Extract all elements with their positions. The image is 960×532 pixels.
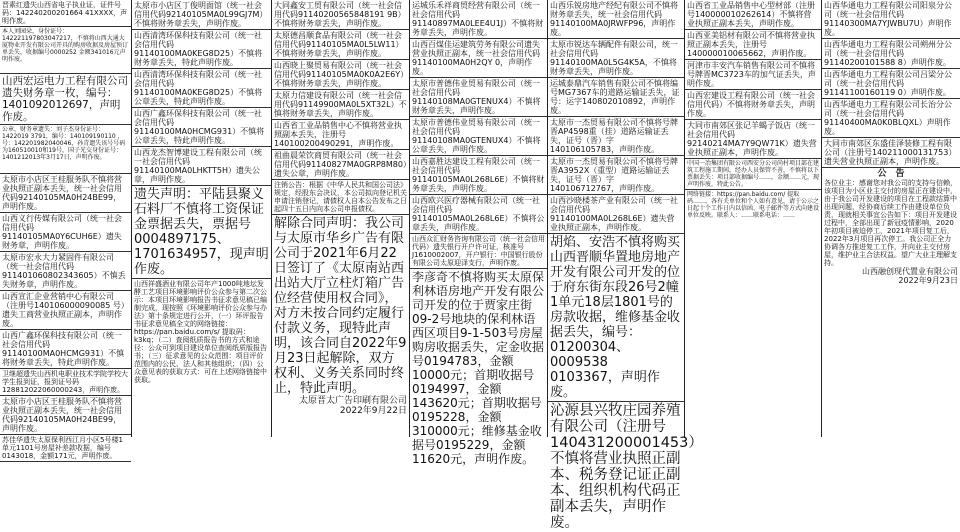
notice-text: 运城乐禾祥商贸经营有限公司（统一社会信用代码91140897MA0LEE4U1J）不慎将财务章丢失，声明作废。: [412, 1, 544, 37]
notice-text: 山西亚美铝材有限公司不慎将营业执照正副本丢失，注册号140000010065662，声明作废。: [687, 31, 815, 58]
notice-item: [0, 252, 131, 291]
notice-text: 苏佳华遗失太原保利西江月小区5号楼1单元1101号房屋补差款收据，编号0143018，金额171元，声明作废。: [2, 436, 123, 460]
notice-item: [0, 435, 131, 462]
notice-item: [132, 108, 271, 147]
notice-item: [685, 120, 821, 159]
notice-title: 公 告: [877, 169, 905, 179]
notice-item: [272, 120, 409, 150]
ads-column-7: [822, 0, 960, 437]
notice-item: [0, 174, 131, 213]
notice-item: [0, 330, 131, 369]
notice-item: [685, 90, 821, 120]
notice-item: [0, 0, 131, 27]
notice-item: [410, 269, 547, 467]
notice-item: [132, 186, 271, 279]
notice-text: 运城泰鼎汽车销售有限公司不慎将编号MG7367车的道路运输证丢失，证号：运字140802010892，声明作废。: [550, 79, 680, 115]
notice-text: 山西广鑫环保科技有限公司（统一社会信用代码91140100MA0HCMG931）不慎将财务章丢失，特此声明作废。: [2, 331, 125, 367]
notice-date: 2022年9月22日: [339, 406, 407, 416]
notice-text: 太原市锐达车辆配件有限公司，统一社会信用代码91140100MA0L5G4K5A，不慎将财务章丢失，声明作废。: [550, 40, 678, 76]
notice-item: [822, 99, 960, 138]
notice-text: 注销公告：根据《中华人民共和国公司法》规定，经股东会决议，本公司拟向登记机关申请注销登记，请债权人自本公告发布之日起四十五日内向本公司申报债权。: [274, 181, 407, 213]
notice-item: [548, 195, 684, 234]
notice-item: [548, 234, 684, 402]
notice-text: 山西省工业品销售中心型材部（注册号140000010262614）不慎将营业执照正副本丢失，声明作废。: [687, 1, 815, 28]
notice-text: 太原市普德伟业贸易有限公司（统一社会信用代码91140108MA0GTENUX4）不慎将公章丢失，声明作废。: [412, 118, 541, 154]
notice-text: 山西省工业品销售中心不慎将营业执照副本丢失，注册号140100200490291，声明作废。: [274, 121, 402, 148]
notice-text: 山西沙晓楼茶产业有限公司（统一社会信用代码91140100MA0L268L6E）遗失营业执照正副本，声明作废。: [550, 196, 678, 232]
notice-text: 山西宏建设工程有限公司（统一社会信用代码）不慎将财务章丢失，声明作废。: [687, 91, 815, 118]
ads-column-2: [132, 0, 272, 437]
notice-item: [822, 138, 960, 168]
notice-item: [822, 39, 960, 69]
notice-text: 山西祥盛酒业有限公司年产1000吨地坛发酵工艺项目环境影响评价公众参与第二次公示：本项目环境影响报告书征求意见稿已编制完成，现按照《环境影响评价公众参与办法》第十条规定进行公开，（一）环评报告书征求意见稿全文的网络链接：https://pan.baidu.com/s/ 提取码：k3kq；（二）查阅纸质报告书的方式和途径：公众可到项目建设单位查阅纸质版报告书；（三）征求意见的公众范围：项目评价范围内的公民、法人和其他组织；（四）公众意见表的获取方式：可在上述网络链接中获取。: [134, 280, 267, 384]
notice-item: [272, 215, 409, 417]
ads-column-6: [685, 0, 822, 437]
notice-text: 公章，财务章遗失：刘子杰身份证号：1422019 3791，编号：140109190110 ，号：142201982040046，孙青遗失该号号码为160510010和19号，国子光交身份证号：1401212013年3月17日，声明作废。: [2, 126, 126, 161]
notice-text: 山西欧兴医疗器械有限公司（统一社会信用代码91140105MA0L268L6E）不慎将公章丢失，声明作废。: [412, 196, 545, 232]
notice-text: 太原市一杰贸易有限公司不慎将号牌晋AP4598重（挂）道路运输证丢失，证号（晋）字140106105783，声明作废。: [550, 118, 678, 154]
notice-item: [410, 78, 547, 117]
notice-item: [548, 156, 684, 195]
notice-text: 山西宏运电力工程有限公司遗失财务章一枚，编号：1401092012697，声明作废。: [2, 75, 128, 123]
notice-item: [410, 156, 547, 195]
notice-item: [410, 234, 547, 269]
notice-item: [822, 69, 960, 99]
notice-text: 太原市宏永大力紧固件有限公司（统一社会信用代码911401060802343605）不慎丢失财务章，声明作废。: [2, 253, 126, 289]
notice-text: 太原市普德伟业贸易有限公司（统一社会信用代码91140108MA0GTENUX4）不慎将财务章丢失，声明作废。: [412, 79, 541, 115]
notice-text: 胡焰、安浩不慎将购买山西晋顺华置地房地产开发有限公司开发的位于府东街东段26号2幢1单元18层1801号的房款收据，维修基金收据丢失，编号：01200304、0009538 0103367，声明作废。: [550, 235, 681, 400]
notice-text: 山西晓上聚贸易有限公司（统一社会信用代码91140105MA0K0A2E6Y）不慎将财务章丢失，声明作废。: [274, 61, 405, 88]
notice-item: [0, 27, 131, 74]
notice-text: 网络链接：https://pan.baidu.com/ 提取码……，各有关单位和个人如有意见，请于公示之日起十个工作日内以信函、电子邮件等方式向建设单位反映。联系人：……联系电话：……: [687, 191, 820, 219]
notice-item: [410, 39, 547, 78]
notice-text: 太原市小店区王桂服务队不慎将营业执照正副本丢失，统一社会信用代码92140105MA0H24BE99，声明作废。: [2, 397, 122, 433]
notice-item: [685, 30, 821, 60]
notice-item: [272, 180, 409, 215]
notice-text: 山西宣汇企业营销中心有限公司（注册号140106000090085 号）遗失工商营业执照正副本，声明作废。: [2, 292, 129, 328]
notice-item: [272, 30, 409, 60]
ads-column-4: [410, 0, 548, 466]
notice-item: [0, 74, 131, 125]
notice-signature: 太原晋太广告印刷有限公司: [298, 396, 407, 406]
notice-text: 山西嘉胜达建设工程有限公司（统一社会信用代码91140105MA0L268L6E）不慎将财务章丢失，声明作废。: [412, 157, 545, 193]
notice-text: 山西百煤佳运建筑劳务有限公司遗失营业执照正副本，统一社会信用代码91140100MA0H2QY 0，声明作废。: [412, 40, 540, 76]
notice-text: 山西华通电力工程有限公司朔州分公司（统一社会信用代码91140200101588 8）声明作废。: [824, 40, 952, 67]
notice-item: [132, 69, 271, 108]
notice-item: [0, 396, 131, 435]
notice-item: [132, 0, 271, 30]
notice-date: 2022年9月23日: [898, 276, 958, 285]
notice-item: [548, 402, 703, 532]
ads-column-3: [272, 0, 410, 437]
notice-text: 山西龙杰智博建设工程有限公司（统一社会信用代码91140100MA0LHKTT5H）遗失公章，声明作废。: [134, 148, 262, 184]
notice-item: [0, 291, 131, 330]
notice-text: 李彦奇不慎将购买太原保利林语房地产开发有限公司开发的位于贾家庄街09-2号地块的保利林语西区项目9-1-503号房屋购房收据丢失，定金收据号0194783，金额10000元；首期收据号0194997，金额143620元；首期收据号0195228，金额310000元；维修基金收据号0195229，金额11620元，声明作废。: [412, 270, 545, 466]
notice-item: [272, 60, 409, 90]
ads-column-5: [548, 0, 703, 531]
notice-text: 大同市南郊区张记羊蝎子饭店（统一社会信用代码92140214MA7Y9QW71K）遗失营业执照正副本，声明作废。: [687, 121, 817, 157]
notice-item: [410, 195, 547, 234]
notice-item: [685, 190, 821, 220]
notice-signature: 山西融创现代置业有限公司: [862, 267, 958, 276]
notice-text: 太原市一杰贸易有限公司不慎将号牌晋A3952X（重型）道路运输证丢失，证号（晋）字140106712767，声明作废。: [550, 157, 678, 193]
notice-item: [132, 279, 271, 385]
notice-item: [410, 117, 547, 156]
notice-item: [548, 39, 684, 78]
notice-item: [0, 213, 131, 252]
notice-text: 河津市丰安汽车销售有限公司不慎将号牌晋MC3723车的加气证丢失，声明作废。: [687, 61, 816, 88]
notice-item: [822, 0, 960, 39]
notice-text: 祖曲晨荣饮商贸有限公司（统一社会信用代码91140827MA0GRP8M80）遗失公章，声明作废。: [274, 151, 407, 178]
notice-text: 中国一冶集团有限公司西安分公司尚村项目部在建筑工程施工期间，经办人员保管不善，不慎将以下票据丢失：项目部收据编号……，金额……元，现声明作废，特此公告。: [687, 160, 820, 188]
notice-item: [822, 168, 960, 286]
notice-item: [685, 60, 821, 90]
notice-item: [132, 30, 271, 69]
notice-item: [0, 369, 131, 396]
notice-text: 本人刘园朵，身份证号：142221197803047217，不慎将山西大通大厦物业开发有限公司开具的购房收据及房屋预订单丢失，收据编号0000252 金额341016元声明作废。: [2, 28, 129, 63]
notice-text: 沁源县兴牧庄园养殖有限公司（注册号140431200001453）不慎将营业执照正副本、税务登记证正副本、组织机构代码正副本丢失，声明作废。: [550, 403, 703, 531]
notice-text: 太原力信建设有限公司（统一社会信用代码91149900MA0L5XT32L）不慎将财务章丢失，声明作废。: [274, 91, 407, 118]
notice-text: 太原市小店区丁俊明面馆（统一社会信用代码92140105MA0L99GJ7M）不慎将财务章丢失，声明作废。: [134, 1, 268, 28]
notice-text: 卫继超遗失山西机电职业技术学院学校大学生报到证，报到证号码128812022060000243，声明作废。: [2, 370, 128, 394]
notice-text: 太原德昌顺食品有限公司（统一社会信用代码91140105MA0L5LW11）不慎将财务章丢失，声明作废。: [274, 31, 404, 58]
notice-item: [132, 147, 271, 186]
notice-item: [272, 90, 409, 120]
notice-item: [685, 0, 821, 30]
ads-column-1: [0, 0, 132, 460]
notice-item: [548, 78, 684, 117]
notice-item: [272, 0, 409, 30]
notice-text: 大同市南郊区东盛佳泽装修工程有限公司（注册号140211000131753）遗失营业执照正副本，声明作废。: [824, 139, 957, 166]
notice-text: 山西清湾环保科技有限公司（统一社会信用代码91140100MA0KEG8D25）不慎将公章丢失，特此声明作废。: [134, 70, 263, 106]
notice-text: 山西广鑫环保科技有限公司（统一社会信用代码91140100MA0HCMG931）不慎将公章丢失，特此声明作废。: [134, 109, 265, 145]
notice-text: 山西义行传媒有限公司（统一社会信用代码91140105MA0Y6CUH6E）遗失财务章，声明作废。: [2, 214, 122, 250]
notice-text: 晋素红遗失山西省电子执业证，证件号码：142240200201664 41XXXX，声明作废。: [2, 1, 128, 25]
notice-item: [548, 0, 684, 39]
notice-text: 山西华通电力工程有限公司长治分公司（统一社会信用代码91140400MA0K0BLQXL）声明作废。: [824, 100, 952, 136]
notice-text: 山西众汇财务咨询有限公司（统一社会信用代码）遗失银行开户许可证，核准号J1610002007，开户银行：中国银行股份有限公司太原迎泽支行，声明作废。: [412, 235, 545, 267]
notice-item: [272, 150, 409, 180]
notice-text: 太原市小店区王桂服务队不慎将营业执照正副本丢失，统一社会信用代码92140105MA0H24BE99，声明作废。: [2, 175, 122, 211]
notice-text: 山西华通电力工程有限公司吕梁分公司（统一社会信用代码91141100160119 0）声明作废。: [824, 70, 952, 97]
notice-item: [548, 117, 684, 156]
notice-item: [0, 125, 131, 174]
notice-item: [685, 159, 821, 190]
notice-text: 大同鑫安工贸有限公司（统一社会信用代码91140200565848191 9B）不慎将财务章丢失，声明作废。: [274, 1, 406, 28]
notice-text: 山西华通电力工程有限公司阳泉分公司（统一社会信用代码91140300MA7YJWBU7U）声明作废。: [824, 1, 952, 37]
notice-text: 遗失声明：平陆县聚义石料厂不慎将工资保证金票据丢失，票据号0004897175、1701634957，现声明作废。: [134, 187, 269, 277]
notice-item: [410, 0, 547, 39]
notice-text: 山西乐锐房地产经纪有限公司不慎将财务章丢失，统一社会信用代码91140100MA0JRWFP96，声明作废。: [550, 1, 678, 37]
notice-text: 解除合同声明：我公司与太原市华乡广告有限公司于2021年6月22日签订了《太原南站西出站大厅立柱灯箱广告位经营使用权合同》，对方未按合同约定履行付款义务，现特此声明，该合同自2022年9月23日起解除，双方权利、义务关系同时终止，特此声明。: [274, 216, 407, 396]
notice-text: 山西清湾环保科技有限公司（统一社会信用代码91140100MA0KEG8D25）不慎将财务章丢失，特此声明作废。: [134, 31, 263, 67]
notice-text: 各位业主：感谢您对我公司的支持与信赖，该项目为小区业主交付的房屋正在建设中，由于我公司开发建设的项目在工程款结算中出现问题，经协商后续工作由建设单位负责，现就相关事宜公告如下：项目开发建设过程中，全部出现了新冠疫情影响，2020年初项目被迫停工，2021年项目复工后，2022年3月项目再次停工。我公司正全力协调各方推进复工工作，并向业主交付房屋，维护业主合法权益。望广大业主理解支持。: [824, 179, 957, 267]
